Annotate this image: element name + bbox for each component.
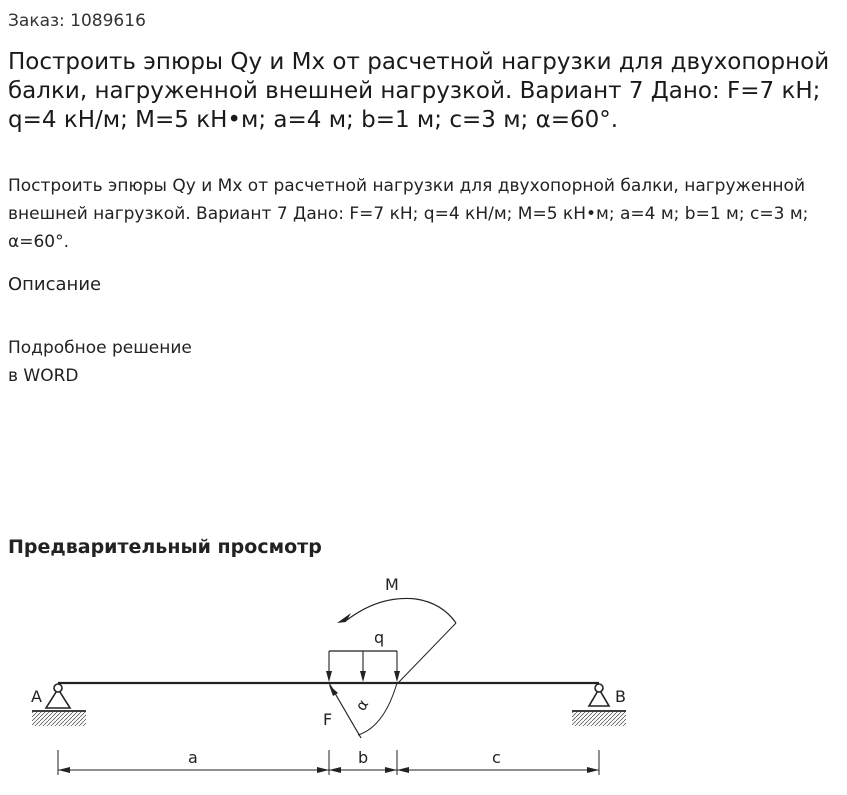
support-a-label: A [31,687,42,706]
description-body [8,334,192,390]
distributed-load-label: q [374,628,385,647]
moment-label: M [385,575,399,594]
description-line: в WORD [8,366,79,386]
angle-label: α [351,696,373,714]
page-title: Построить эпюры Qy и Mx от расчетной нагрузки для двухопорной балки, нагруженной внешней нагрузкой. Вариант 7 Дано: F=7 кН; q=4 кН/м; M=5 кН•м; a=4 м; b=1 м; c=3 м; α=60°. [8,49,830,133]
distributed-load [326,651,400,682]
order-number: Заказ: 1089616 [8,11,146,31]
beam-diagram [0,565,847,790]
dimension-lines [58,750,599,775]
description-heading: Описание [8,274,102,295]
dimension-c-label: c [492,748,501,767]
dimension-b-label: b [358,748,369,767]
support-b-label: B [615,687,626,706]
preview-heading: Предварительный просмотр [8,536,322,558]
dimension-a-label: a [188,748,198,767]
force-label: F [323,710,333,729]
description-line: Подробное решение [8,338,192,358]
task-summary: Построить эпюры Qy и Mx от расчетной нагрузки для двухопорной балки, нагруженной внешней нагрузкой. Вариант 7 Дано: F=7 кН; q=4 кН/м; M=5 кН•м; a=4 м; b=1 м; c=3 м; α=60°. [8,176,809,252]
